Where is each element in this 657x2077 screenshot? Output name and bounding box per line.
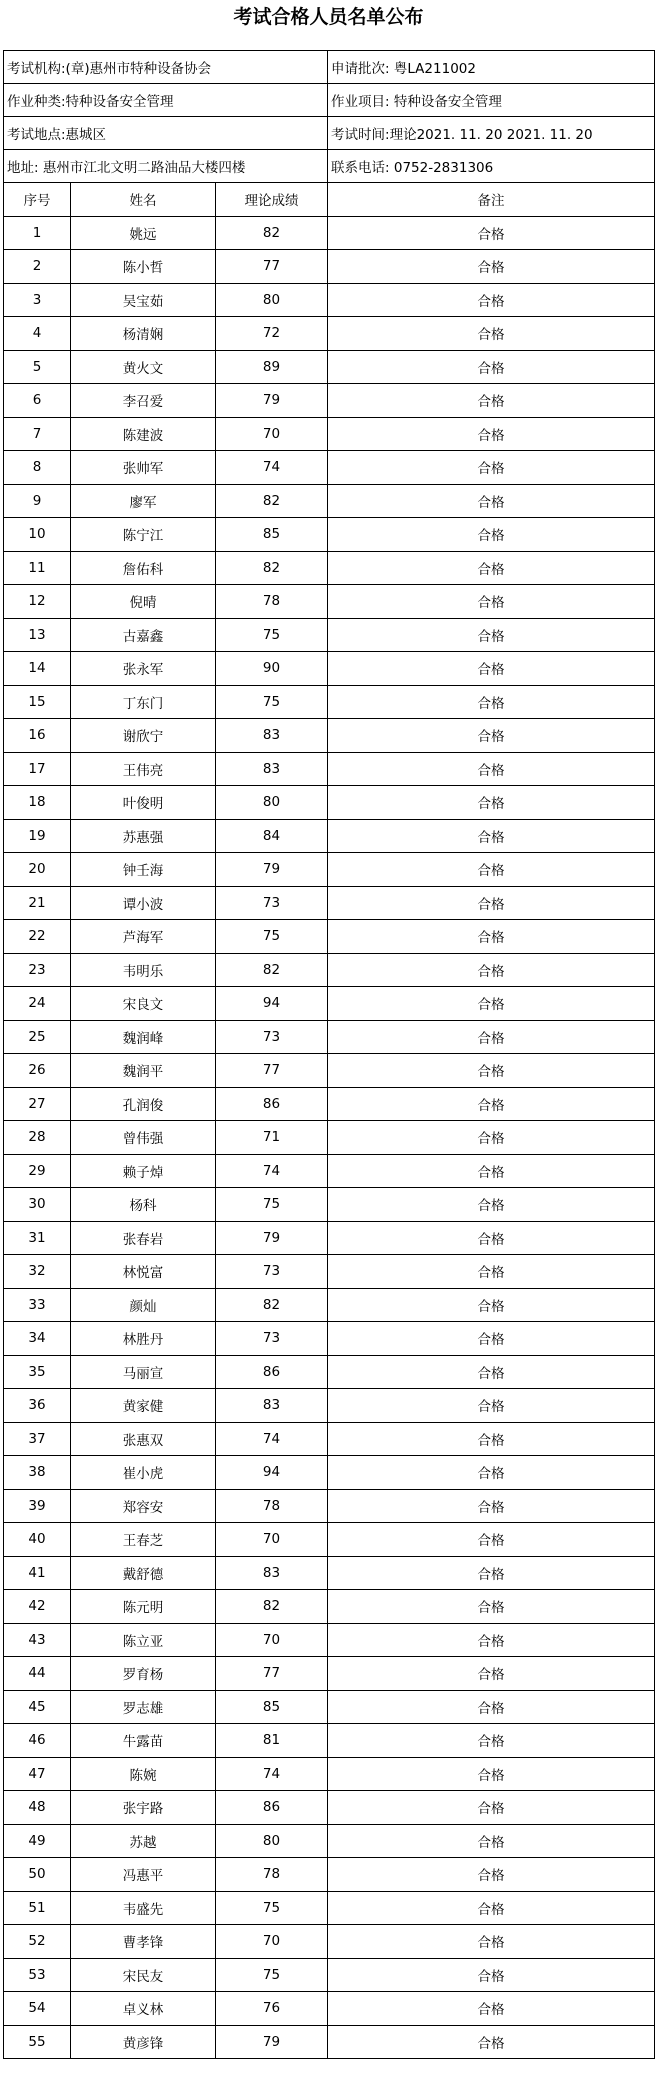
exam-organization: 考试机构:(章)惠州市特种设备协会 [4,51,328,84]
remark: 合格 [328,317,655,351]
table-row [4,384,655,418]
row-number: 54 [4,1992,71,2026]
table-row [4,1657,655,1691]
person-name: 曹孝锋 [71,1925,216,1959]
application-batch: 申请批次: 粤LA211002 [328,51,655,84]
table-row [4,786,655,820]
person-name: 陈婉 [71,1757,216,1791]
table-row [4,451,655,485]
remark: 合格 [328,250,655,284]
row-number: 46 [4,1724,71,1758]
theory-score: 82 [216,216,328,250]
table-row [4,216,655,250]
theory-score: 77 [216,1657,328,1691]
exam-location: 考试地点:惠城区 [4,117,328,150]
theory-score: 79 [216,1221,328,1255]
remark: 合格 [328,350,655,384]
work-project: 作业项目: 特种设备安全管理 [328,84,655,117]
remark: 合格 [328,1255,655,1289]
row-number: 24 [4,987,71,1021]
row-number: 9 [4,484,71,518]
row-number: 7 [4,417,71,451]
exam-time: 考试时间:理论2021. 11. 20 2021. 11. 20 [328,117,655,150]
remark: 合格 [328,1958,655,1992]
table-row [4,350,655,384]
results-table [3,50,655,2059]
person-name: 林胜丹 [71,1322,216,1356]
theory-score: 86 [216,1791,328,1825]
remark: 合格 [328,752,655,786]
theory-score: 82 [216,484,328,518]
theory-score: 70 [216,1523,328,1557]
row-number: 28 [4,1121,71,1155]
address: 地址: 惠州市江北文明二路油品大楼四楼 [4,150,328,183]
table-row [4,953,655,987]
table-row [4,317,655,351]
person-name: 黄家健 [71,1389,216,1423]
person-name: 宋民友 [71,1958,216,1992]
column-header-name: 姓名 [71,183,216,217]
remark: 合格 [328,652,655,686]
remark: 合格 [328,1389,655,1423]
remark: 合格 [328,1590,655,1624]
row-number: 26 [4,1054,71,1088]
theory-score: 85 [216,1690,328,1724]
remark: 合格 [328,518,655,552]
table-row [4,752,655,786]
remark: 合格 [328,886,655,920]
theory-score: 78 [216,1858,328,1892]
row-number: 1 [4,216,71,250]
person-name: 吴宝茹 [71,283,216,317]
row-number: 42 [4,1590,71,1624]
remark: 合格 [328,1657,655,1691]
theory-score: 82 [216,551,328,585]
column-header-remark: 备注 [328,183,655,217]
theory-score: 72 [216,317,328,351]
person-name: 谭小波 [71,886,216,920]
remark: 合格 [328,920,655,954]
remark: 合格 [328,1121,655,1155]
theory-score: 76 [216,1992,328,2026]
row-number: 12 [4,585,71,619]
remark: 合格 [328,618,655,652]
theory-score: 70 [216,1925,328,1959]
person-name: 詹佑科 [71,551,216,585]
theory-score: 73 [216,886,328,920]
theory-score: 75 [216,1188,328,1222]
row-number: 16 [4,719,71,753]
row-number: 31 [4,1221,71,1255]
table-row [4,1154,655,1188]
table-row [4,518,655,552]
table-row [4,987,655,1021]
row-number: 43 [4,1623,71,1657]
person-name: 苏越 [71,1824,216,1858]
remark: 合格 [328,1422,655,1456]
info-row [4,150,655,183]
theory-score: 74 [216,451,328,485]
person-name: 魏润平 [71,1054,216,1088]
table-row [4,920,655,954]
person-name: 陈建波 [71,417,216,451]
theory-score: 94 [216,1456,328,1490]
table-row [4,1958,655,1992]
person-name: 王伟亮 [71,752,216,786]
remark: 合格 [328,987,655,1021]
table-row [4,1724,655,1758]
theory-score: 77 [216,1054,328,1088]
remark: 合格 [328,384,655,418]
table-row [4,1121,655,1155]
row-number: 34 [4,1322,71,1356]
person-name: 廖军 [71,484,216,518]
person-name: 钟壬海 [71,853,216,887]
theory-score: 79 [216,384,328,418]
table-row [4,1858,655,1892]
row-number: 41 [4,1556,71,1590]
theory-score: 85 [216,518,328,552]
table-row [4,1523,655,1557]
person-name: 黄彦锋 [71,2025,216,2059]
remark: 合格 [328,451,655,485]
remark: 合格 [328,417,655,451]
remark: 合格 [328,585,655,619]
person-name: 杨清娴 [71,317,216,351]
person-name: 牛露苗 [71,1724,216,1758]
table-row [4,484,655,518]
column-header-no: 序号 [4,183,71,217]
theory-score: 78 [216,1489,328,1523]
person-name: 崔小虎 [71,1456,216,1490]
row-number: 2 [4,250,71,284]
contact-phone: 联系电话: 0752-2831306 [328,150,655,183]
row-number: 35 [4,1355,71,1389]
table-row [4,2025,655,2059]
person-name: 宋良文 [71,987,216,1021]
table-row [4,685,655,719]
person-name: 郑容安 [71,1489,216,1523]
remark: 合格 [328,1724,655,1758]
theory-score: 83 [216,1389,328,1423]
remark: 合格 [328,1623,655,1657]
remark: 合格 [328,1523,655,1557]
theory-score: 75 [216,685,328,719]
table-row [4,652,655,686]
remark: 合格 [328,1154,655,1188]
theory-score: 86 [216,1355,328,1389]
table-row [4,819,655,853]
person-name: 陈立亚 [71,1623,216,1657]
theory-score: 70 [216,417,328,451]
work-category: 作业种类:特种设备安全管理 [4,84,328,117]
person-name: 古嘉鑫 [71,618,216,652]
person-name: 姚远 [71,216,216,250]
row-number: 51 [4,1891,71,1925]
person-name: 韦明乐 [71,953,216,987]
row-number: 55 [4,2025,71,2059]
theory-score: 74 [216,1154,328,1188]
person-name: 张惠双 [71,1422,216,1456]
person-name: 韦盛先 [71,1891,216,1925]
row-number: 17 [4,752,71,786]
row-number: 13 [4,618,71,652]
row-number: 32 [4,1255,71,1289]
table-row [4,1891,655,1925]
remark: 合格 [328,1489,655,1523]
person-name: 赖子焯 [71,1154,216,1188]
remark: 合格 [328,1992,655,2026]
theory-score: 86 [216,1087,328,1121]
row-number: 8 [4,451,71,485]
remark: 合格 [328,1858,655,1892]
theory-score: 82 [216,1590,328,1624]
remark: 合格 [328,2025,655,2059]
remark: 合格 [328,953,655,987]
table-row [4,1590,655,1624]
person-name: 戴舒德 [71,1556,216,1590]
row-number: 4 [4,317,71,351]
remark: 合格 [328,1456,655,1490]
row-number: 23 [4,953,71,987]
row-number: 38 [4,1456,71,1490]
theory-score: 84 [216,819,328,853]
remark: 合格 [328,1925,655,1959]
person-name: 张帅军 [71,451,216,485]
row-number: 25 [4,1020,71,1054]
theory-score: 71 [216,1121,328,1155]
row-number: 14 [4,652,71,686]
table-row [4,1824,655,1858]
info-row [4,84,655,117]
person-name: 杨科 [71,1188,216,1222]
theory-score: 90 [216,652,328,686]
theory-score: 82 [216,953,328,987]
row-number: 29 [4,1154,71,1188]
row-number: 22 [4,920,71,954]
remark: 合格 [328,1891,655,1925]
row-number: 11 [4,551,71,585]
remark: 合格 [328,1757,655,1791]
table-row [4,1255,655,1289]
theory-score: 79 [216,2025,328,2059]
page-title: 考试合格人员名单公布 [233,6,424,28]
row-number: 50 [4,1858,71,1892]
table-row [4,1623,655,1657]
table-row [4,283,655,317]
table-row [4,1389,655,1423]
table-row [4,719,655,753]
person-name: 林悦富 [71,1255,216,1289]
remark: 合格 [328,484,655,518]
table-row [4,1322,655,1356]
table-row [4,1422,655,1456]
table-row [4,250,655,284]
table-row [4,1221,655,1255]
theory-score: 73 [216,1020,328,1054]
table-row [4,1288,655,1322]
remark: 合格 [328,551,655,585]
remark: 合格 [328,216,655,250]
row-number: 52 [4,1925,71,1959]
person-name: 颜灿 [71,1288,216,1322]
row-number: 30 [4,1188,71,1222]
table-row [4,1020,655,1054]
person-name: 陈宁江 [71,518,216,552]
remark: 合格 [328,685,655,719]
theory-score: 75 [216,1891,328,1925]
theory-score: 81 [216,1724,328,1758]
column-header-score: 理论成绩 [216,183,328,217]
remark: 合格 [328,719,655,753]
person-name: 李召爱 [71,384,216,418]
row-number: 10 [4,518,71,552]
person-name: 卓义林 [71,1992,216,2026]
remark: 合格 [328,1020,655,1054]
remark: 合格 [328,1556,655,1590]
table-row [4,1087,655,1121]
theory-score: 75 [216,1958,328,1992]
row-number: 6 [4,384,71,418]
person-name: 陈小哲 [71,250,216,284]
row-number: 15 [4,685,71,719]
info-row [4,117,655,150]
person-name: 罗志雄 [71,1690,216,1724]
row-number: 40 [4,1523,71,1557]
table-row [4,1556,655,1590]
person-name: 孔润俊 [71,1087,216,1121]
theory-score: 73 [216,1322,328,1356]
theory-score: 83 [216,719,328,753]
theory-score: 83 [216,1556,328,1590]
theory-score: 80 [216,1824,328,1858]
remark: 合格 [328,819,655,853]
table-row [4,551,655,585]
remark: 合格 [328,1087,655,1121]
person-name: 苏惠强 [71,819,216,853]
table-row [4,1925,655,1959]
row-number: 37 [4,1422,71,1456]
person-name: 曾伟强 [71,1121,216,1155]
theory-score: 75 [216,920,328,954]
row-number: 47 [4,1757,71,1791]
table-row [4,585,655,619]
person-name: 谢欣宁 [71,719,216,753]
table-row [4,1355,655,1389]
row-number: 48 [4,1791,71,1825]
row-number: 39 [4,1489,71,1523]
person-name: 倪晴 [71,585,216,619]
remark: 合格 [328,1054,655,1088]
theory-score: 73 [216,1255,328,1289]
person-name: 王春芝 [71,1523,216,1557]
table-row [4,1791,655,1825]
table-row [4,1757,655,1791]
theory-score: 78 [216,585,328,619]
row-number: 20 [4,853,71,887]
table-row [4,1456,655,1490]
table-row [4,1992,655,2026]
remark: 合格 [328,1690,655,1724]
table-row [4,853,655,887]
table-row [4,1690,655,1724]
person-name: 叶俊明 [71,786,216,820]
theory-score: 74 [216,1422,328,1456]
row-number: 44 [4,1657,71,1691]
remark: 合格 [328,786,655,820]
person-name: 魏润峰 [71,1020,216,1054]
row-number: 27 [4,1087,71,1121]
remark: 合格 [328,1288,655,1322]
table-row [4,886,655,920]
row-number: 5 [4,350,71,384]
person-name: 丁东门 [71,685,216,719]
info-row [4,51,655,84]
person-name: 陈元明 [71,1590,216,1624]
table-row [4,618,655,652]
theory-score: 82 [216,1288,328,1322]
table-row [4,1054,655,1088]
row-number: 49 [4,1824,71,1858]
remark: 合格 [328,1355,655,1389]
row-number: 18 [4,786,71,820]
theory-score: 94 [216,987,328,1021]
row-number: 53 [4,1958,71,1992]
table-row [4,417,655,451]
person-name: 张永军 [71,652,216,686]
table-row [4,1489,655,1523]
person-name: 黄火文 [71,350,216,384]
row-number: 3 [4,283,71,317]
theory-score: 75 [216,618,328,652]
row-number: 36 [4,1389,71,1423]
person-name: 芦海军 [71,920,216,954]
remark: 合格 [328,1791,655,1825]
row-number: 33 [4,1288,71,1322]
row-number: 19 [4,819,71,853]
row-number: 21 [4,886,71,920]
remark: 合格 [328,853,655,887]
remark: 合格 [328,1188,655,1222]
remark: 合格 [328,1221,655,1255]
table-row [4,1188,655,1222]
row-number: 45 [4,1690,71,1724]
theory-score: 89 [216,350,328,384]
person-name: 张春岩 [71,1221,216,1255]
theory-score: 83 [216,752,328,786]
person-name: 罗育杨 [71,1657,216,1691]
table-header-row [4,183,655,217]
remark: 合格 [328,1824,655,1858]
theory-score: 77 [216,250,328,284]
theory-score: 80 [216,283,328,317]
person-name: 冯惠平 [71,1858,216,1892]
theory-score: 74 [216,1757,328,1791]
remark: 合格 [328,1322,655,1356]
person-name: 张宇路 [71,1791,216,1825]
remark: 合格 [328,283,655,317]
theory-score: 79 [216,853,328,887]
person-name: 马丽宣 [71,1355,216,1389]
theory-score: 70 [216,1623,328,1657]
theory-score: 80 [216,786,328,820]
